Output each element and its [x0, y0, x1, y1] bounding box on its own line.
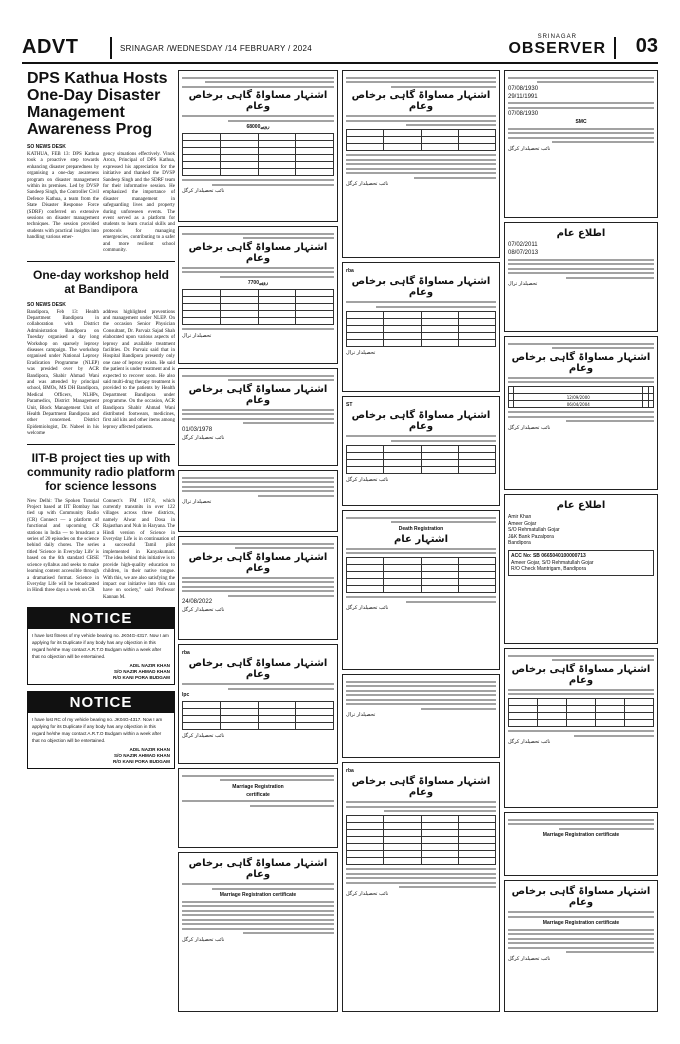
ad-text	[182, 577, 334, 597]
logo-city: SRINAGAR	[537, 34, 577, 40]
header-divider	[110, 37, 112, 59]
dateline: SRINAGAR /WEDNESDAY /14 FEBRUARY / 2024	[120, 44, 313, 53]
article-text: Connect's FM 107.8, which currently transmits in over 122 villages across three districts, namely Alwar and Dosa in Rajasthan and Nuh in Haryana. The Hindi version of Science in Everyday Life is in continuation of a successful Tamil pilot implemented in Kanyakumari. "The idea behind this initiative is to provide high-quality education to children, in their native tongue. With this, we are also satisfying the impact our initiative into this can have on society," said Professor Kannan M.	[103, 498, 175, 600]
ad-text	[182, 543, 334, 550]
bank-name-label: Amir Khan	[508, 514, 532, 520]
ad-date: 07/08/1930	[508, 111, 539, 117]
bank-district: Bandipora	[508, 540, 531, 547]
notice-title: NOTICE	[28, 692, 174, 713]
signer-name: ADIL NAZIR KHAN	[129, 747, 170, 753]
article-headline: DPS Kathua Hosts One-Day Disaster Management Awareness Prog	[27, 70, 168, 138]
ad-text	[508, 377, 654, 384]
ad-signature: نائب تحصیلدار کرگل	[346, 890, 389, 897]
ad-text	[346, 154, 496, 179]
ad-title: اطلاع عام	[556, 500, 606, 511]
ad-register: Marriage Registration certificate	[219, 892, 297, 898]
ad-text	[508, 128, 654, 144]
page-number: 03	[635, 35, 658, 57]
ad-table	[182, 289, 334, 325]
ad-title: اشتہار مساواۃ گاہی برخاص وعام	[188, 383, 328, 406]
urdu-ad	[178, 226, 338, 364]
ad-text	[182, 901, 334, 935]
ad-code: ST	[346, 402, 353, 408]
ad-title: اشتہار مساواۃ گاہی برخاص وعام	[351, 410, 491, 432]
ad-text	[346, 517, 496, 524]
ad-text	[346, 77, 496, 88]
ad-table	[346, 311, 496, 347]
notice-title: NOTICE	[28, 608, 174, 629]
ad-register: certificate	[246, 791, 270, 798]
ad-text	[346, 801, 496, 812]
article-body	[27, 499, 175, 602]
ad-title: اشتہار مساواۃ گاہی برخاص وعام	[188, 90, 328, 112]
signer-relation: S/O NAZIR AHMAD KHAN	[114, 753, 170, 759]
ad-text	[182, 375, 334, 382]
ad-table	[182, 133, 334, 176]
ad-register: Marriage Registration	[232, 783, 284, 790]
ad-title: اشتہار مساواۃ گاہی برخاص وعام	[351, 276, 491, 298]
divider	[27, 261, 175, 262]
ad-text	[182, 267, 334, 278]
ad-title: اشتہار مساواۃ گاہی برخاص وعام	[511, 663, 651, 686]
ad-signature: تحصیلدار ترال	[346, 712, 376, 718]
ad-text	[508, 655, 654, 662]
ad-signature: تحصیلدار ترال	[508, 281, 538, 287]
ad-code: lpc	[182, 692, 190, 698]
section-label: ADVT	[22, 36, 79, 58]
urdu-ad	[178, 536, 338, 640]
ad-signature: نائب تحصیلدار کرگل	[508, 955, 551, 962]
notice-box	[27, 691, 175, 769]
bank-branch: J&K Bank Pazalpora	[508, 533, 554, 540]
ad-signature: نائب تحصیلدار کرگل	[346, 181, 389, 187]
notice-body: I have lost fitness of my vehicle bearing no. JK04G-4317. Now I am applying for its Duplicate if any body has any objection in this regard he/she may contact A.R.T.O Budgam within a week after that no objection will be entertained.	[32, 633, 169, 660]
urdu-ad	[342, 674, 500, 758]
ad-text	[346, 301, 496, 308]
ad-text	[182, 115, 334, 122]
ad-table	[508, 386, 654, 408]
ad-title: اشتہار مساواۃ گاہی برخاص وعام	[351, 90, 491, 112]
ad-text	[508, 259, 654, 279]
ad-table	[182, 701, 334, 730]
urdu-ad	[342, 70, 500, 258]
ad-text	[508, 929, 654, 954]
notice-signature	[28, 747, 174, 768]
ad-code: rba	[346, 268, 354, 274]
ad-text	[508, 689, 654, 696]
urdu-ad	[342, 762, 500, 1012]
ad-amount: 68000روپے	[246, 124, 270, 130]
ad-date: 08/07/2013	[508, 250, 539, 256]
article-text: Bandipora, Feb 13: Health Department Bandipora in collaboration with District Administration Bandipora on Tuesday organised a day long Workshop on sparsely leprosy diseases campaign. The workshop organised under National Leprosy Eradication Programme (NLEP) was presided over by ACR Bandipora, Shabir Ahmad Wani and was attended by principal school, BMOs, MS DH Bandipora, Medical Officers, NLHPs, Paramedics, District Management Unit, Block Management Unit of Health Department Bandipora and other concerned. District Epidemiologist, Dr. Nabeel in his welcome	[27, 309, 99, 437]
ad-text	[182, 179, 334, 186]
ad-signature: نائب تحصیلدار کرگل	[182, 733, 225, 739]
ad-signature: نائب تحصیلدار کرگل	[346, 605, 389, 611]
urdu-ad	[504, 880, 658, 1012]
urdu-ad	[342, 396, 500, 506]
notice-body: I have lost RC of my vehicle bearing no. JK04G-4317. Now I am applying for its Duplicate if any body has any objection in this regard he/she may contact A.R.T.O Budgam within a week after that no objection will be entertained.	[32, 717, 163, 744]
english-column	[27, 70, 175, 1014]
ad-code: rba	[182, 650, 190, 656]
urdu-ad	[342, 262, 500, 392]
urdu-ad	[504, 336, 658, 490]
ad-title: اشتہار مساواۃ گاہی برخاص وعام	[188, 858, 328, 880]
ad-title: اشتہار مساواۃ گاہی برخاص وعام	[188, 241, 328, 264]
article-body	[27, 152, 175, 255]
ad-text	[508, 911, 654, 918]
account-holder: Ameer Gojar, S/O Rehmatullah Gojar	[511, 559, 594, 566]
ad-text	[182, 775, 334, 782]
bank-notice	[508, 514, 654, 576]
masthead-logo	[508, 34, 606, 58]
ad-stamp-fee: 7700روپے	[247, 280, 269, 286]
ad-text	[346, 681, 496, 710]
ad-date: 06/04/2004	[514, 401, 643, 408]
ad-signature: تحصیلدار ترال	[182, 332, 212, 339]
ad-text	[182, 328, 334, 330]
ad-date: 29/11/1991	[508, 93, 538, 100]
ad-text	[508, 730, 654, 737]
ad-title: اشتہار مساواۃ گاہی برخاص وعام	[511, 886, 651, 908]
ad-date: 07/08/1930	[508, 85, 539, 92]
ad-text	[182, 683, 334, 690]
ad-text	[346, 868, 496, 888]
ad-signature: نائب تحصیلدار کرگل	[182, 607, 225, 613]
ad-signature: نائب تحصیلدار کرگل	[182, 434, 225, 441]
article-text: address highlighted preventions and management under NLEP. On the occasion Senior Physician Consultant, Dr. Parvaiz Sajad Shah elaborated upon various aspects of leprosy and available treatment facilities. Dr. Parvaiz said that in Hospital Bandipora presently only one case of leprosy exists. He said the patient is under treatment and is expected to recover soon. He also said multi-drug therapy treatment is provided to the patients by Health Department Bandipora under programme. On the occasion, ACR Bandipora Shabir Ahmad Wani distributed footwears, medicines, first aid kits and other items among leprosy affected patients.	[103, 309, 175, 430]
article-headline: One-day workshop held at Bandipora	[32, 267, 170, 296]
ad-signature: نائب تحصیلدار کرگل	[508, 145, 551, 152]
article-desk: SO NEWS DESK	[27, 144, 66, 150]
urdu-ad	[178, 368, 338, 466]
signer-name: ADIL NAZIR KHAN	[129, 663, 170, 669]
ad-title: اشتہار مساواۃ گاہی برخاص وعام	[351, 776, 491, 798]
article-text: New Delhi: The Spoken Tutorial Project based at IIT Bombay has tied up with Community Radio (CR) Connect — a platform of functional and upcoming CR stations in India — to broadcast a series of 20 episodes on the science behind daily chores. The series titled 'Science in Everyday Life' is based on the 6th standard CBSE science syllabus and seeks to make learning content accessible through a dramatised format. Science in Everyday Life will be broadcasted in Hindi three days a week on CR	[27, 498, 99, 594]
bank-person: Ameer Gojar	[508, 520, 537, 527]
account-address: R/O Check Mantrigam, Bandipora	[511, 566, 587, 573]
ad-text	[508, 77, 654, 84]
ad-text	[508, 411, 654, 422]
notice-signature	[28, 663, 174, 684]
urdu-ad	[178, 852, 338, 1012]
ad-title: اشتہار عام	[393, 533, 449, 545]
header-divider	[614, 37, 616, 59]
account-box	[508, 550, 654, 576]
signer-address: R/O KANI PORA BUDGAM	[113, 675, 170, 681]
article-desk: SO NEWS DESK	[27, 301, 66, 308]
bank-relation: S/O Rehmatullah Gojar	[508, 527, 560, 534]
ad-text	[346, 115, 496, 126]
article-text: KATHUA, FEB 13: DPS Kathua took a proactive step towards enhancing disaster preparedness by organising a one-day awareness program on disaster management within its premises. Led by DVSP Sandeep Singh, the Controller Civil Defence Kathua, a team from the State Disaster Response Force (SDRF) conferred on extensive sessions on disaster management techniques. The session provided students with practical insights into handling various emer-	[27, 152, 99, 241]
ad-signature: نائب تحصیلدار کرگل	[508, 739, 551, 745]
ad-text	[182, 477, 334, 497]
ad-table	[346, 815, 496, 865]
ad-register: Death Registration	[398, 525, 444, 532]
ad-table	[346, 129, 496, 151]
urdu-ad	[178, 70, 338, 222]
ad-text	[508, 102, 654, 109]
ad-signature: نائب تحصیلدار کرگل	[508, 424, 551, 431]
ad-text	[346, 548, 496, 555]
ad-text	[508, 343, 654, 350]
article-text: gency situations effectively. Vinok Arora, Principal of DPS Kathua, expressed his appreciation for the initiative and thanked the DVSP Sandeep Singh and the SDRF team for their informative session. He emphasized the importance of disaster management in safeguarding lives and property during unforeseen events. The event served as a platform for students to learn crucial skills and protocols for managing emergencies, contributing to a safer and more resilient school community.	[103, 152, 175, 254]
signer-relation: S/O NAZIR AHMAD KHAN	[114, 669, 170, 675]
ad-table	[346, 557, 496, 593]
notice-box	[27, 607, 175, 685]
article-body	[27, 310, 175, 438]
ad-date: 12/09/2000	[514, 394, 643, 401]
urdu-ad	[342, 510, 500, 670]
ad-title: اشتہار مساواۃ گاہی برخاص وعام	[511, 351, 651, 374]
urdu-ad	[504, 648, 658, 808]
urdu-ad	[504, 222, 658, 332]
ad-text	[182, 233, 334, 240]
ad-code: SMC	[575, 119, 587, 125]
ad-signature: تحصیلدار ترال	[182, 499, 212, 505]
ad-text	[182, 800, 334, 807]
urdu-ad	[178, 644, 338, 764]
urdu-ad	[504, 494, 658, 644]
urdu-ad	[504, 70, 658, 218]
ad-date: 07/02/2011	[508, 242, 538, 248]
ad-text	[508, 819, 654, 830]
ad-text	[346, 435, 496, 442]
ad-title: اشتہار مساواۃ گاہی برخاص وعام	[188, 551, 328, 574]
ad-title: اشتہار مساواۃ گاہی برخاص وعام	[188, 658, 328, 680]
ad-date: 01/03/1978	[182, 426, 213, 433]
ad-date: 24/08/2022	[182, 599, 213, 605]
ad-register: Marriage Registration certificate	[542, 832, 620, 838]
ad-text	[182, 883, 334, 890]
urdu-ad	[504, 812, 658, 876]
article-headline: IIT-B project ties up with community radio platform for science lessons	[27, 450, 175, 493]
ad-table	[346, 445, 496, 474]
ad-signature: تحصیلدار ترال	[346, 349, 376, 356]
ad-signature: نائب تحصیلدار کرگل	[346, 476, 389, 483]
ad-text	[346, 596, 496, 603]
ad-register: Marriage Registration certificate	[542, 920, 620, 926]
ad-signature: نائب تحصیلدار کرگل	[182, 188, 225, 194]
divider	[27, 444, 175, 445]
urdu-ad	[178, 768, 338, 848]
signer-address: R/O KANI PORA BUDGAM	[113, 759, 170, 765]
ad-code: rba	[346, 768, 354, 774]
urdu-ad	[178, 470, 338, 532]
ad-title: اطلاع عام	[556, 228, 606, 239]
ad-table	[508, 698, 654, 727]
logo-name: OBSERVER	[508, 40, 606, 57]
ad-text	[182, 77, 334, 88]
ad-text	[182, 409, 334, 425]
account-number: ACC No: SB 0665040100000713	[511, 552, 586, 559]
ad-signature: نائب تحصیلدار کرگل	[182, 936, 225, 943]
page-header	[22, 34, 658, 64]
